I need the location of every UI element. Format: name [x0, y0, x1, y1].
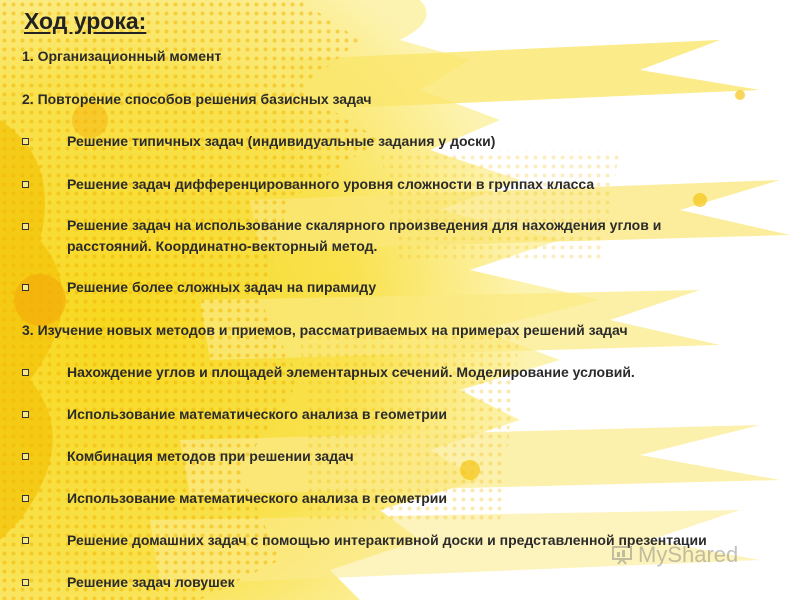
square-bullet-icon	[22, 284, 29, 291]
list-item-text: Решение задач дифференцированного уровня сложности в группах класса	[67, 176, 595, 192]
list-item-text: Решение задач ловушек	[67, 574, 235, 590]
watermark-logo	[612, 540, 772, 570]
list-item-text: Решение домашних задач с помощью интерактивной доски и представленной презентации	[67, 532, 707, 548]
list-item-text: Использование математического анализа в геометрии	[67, 490, 447, 506]
square-bullet-icon	[22, 537, 29, 544]
list-item	[22, 215, 780, 259]
list-item-text: Решение более сложных задач на пирамиду	[67, 279, 377, 295]
section-2-heading: 2. Повторение способов решения базисных задач	[22, 91, 372, 107]
square-bullet-icon	[22, 138, 29, 145]
slide-title: Ход урока:	[24, 8, 147, 34]
section-1-heading: 1. Организационный момент	[22, 48, 222, 64]
square-bullet-icon	[22, 411, 29, 418]
square-bullet-icon	[22, 369, 29, 376]
square-bullet-icon	[22, 223, 29, 230]
presentation-board-icon	[612, 545, 632, 565]
square-bullet-icon	[22, 181, 29, 188]
section-3-heading: 3. Изучение новых методов и приемов, рассматриваемых на примерах решений задач	[22, 322, 628, 338]
list-item-text: Нахождение углов и площадей элементарных сечений. Моделирование условий.	[67, 364, 635, 380]
list-item-text: Решение задач на использование скалярного произведения для нахождения углов и расстояний. Координатно-векторный метод.	[67, 217, 662, 254]
list-item-text: Решение типичных задач (индивидуальные задания у доски)	[67, 133, 496, 149]
list-item-text: Комбинация методов при решении задач	[67, 448, 354, 464]
watermark-text: MyShared	[638, 542, 739, 567]
list-item-text: Использование математического анализа в геометрии	[67, 406, 447, 422]
square-bullet-icon	[22, 495, 29, 502]
square-bullet-icon	[22, 453, 29, 460]
square-bullet-icon	[22, 579, 29, 586]
